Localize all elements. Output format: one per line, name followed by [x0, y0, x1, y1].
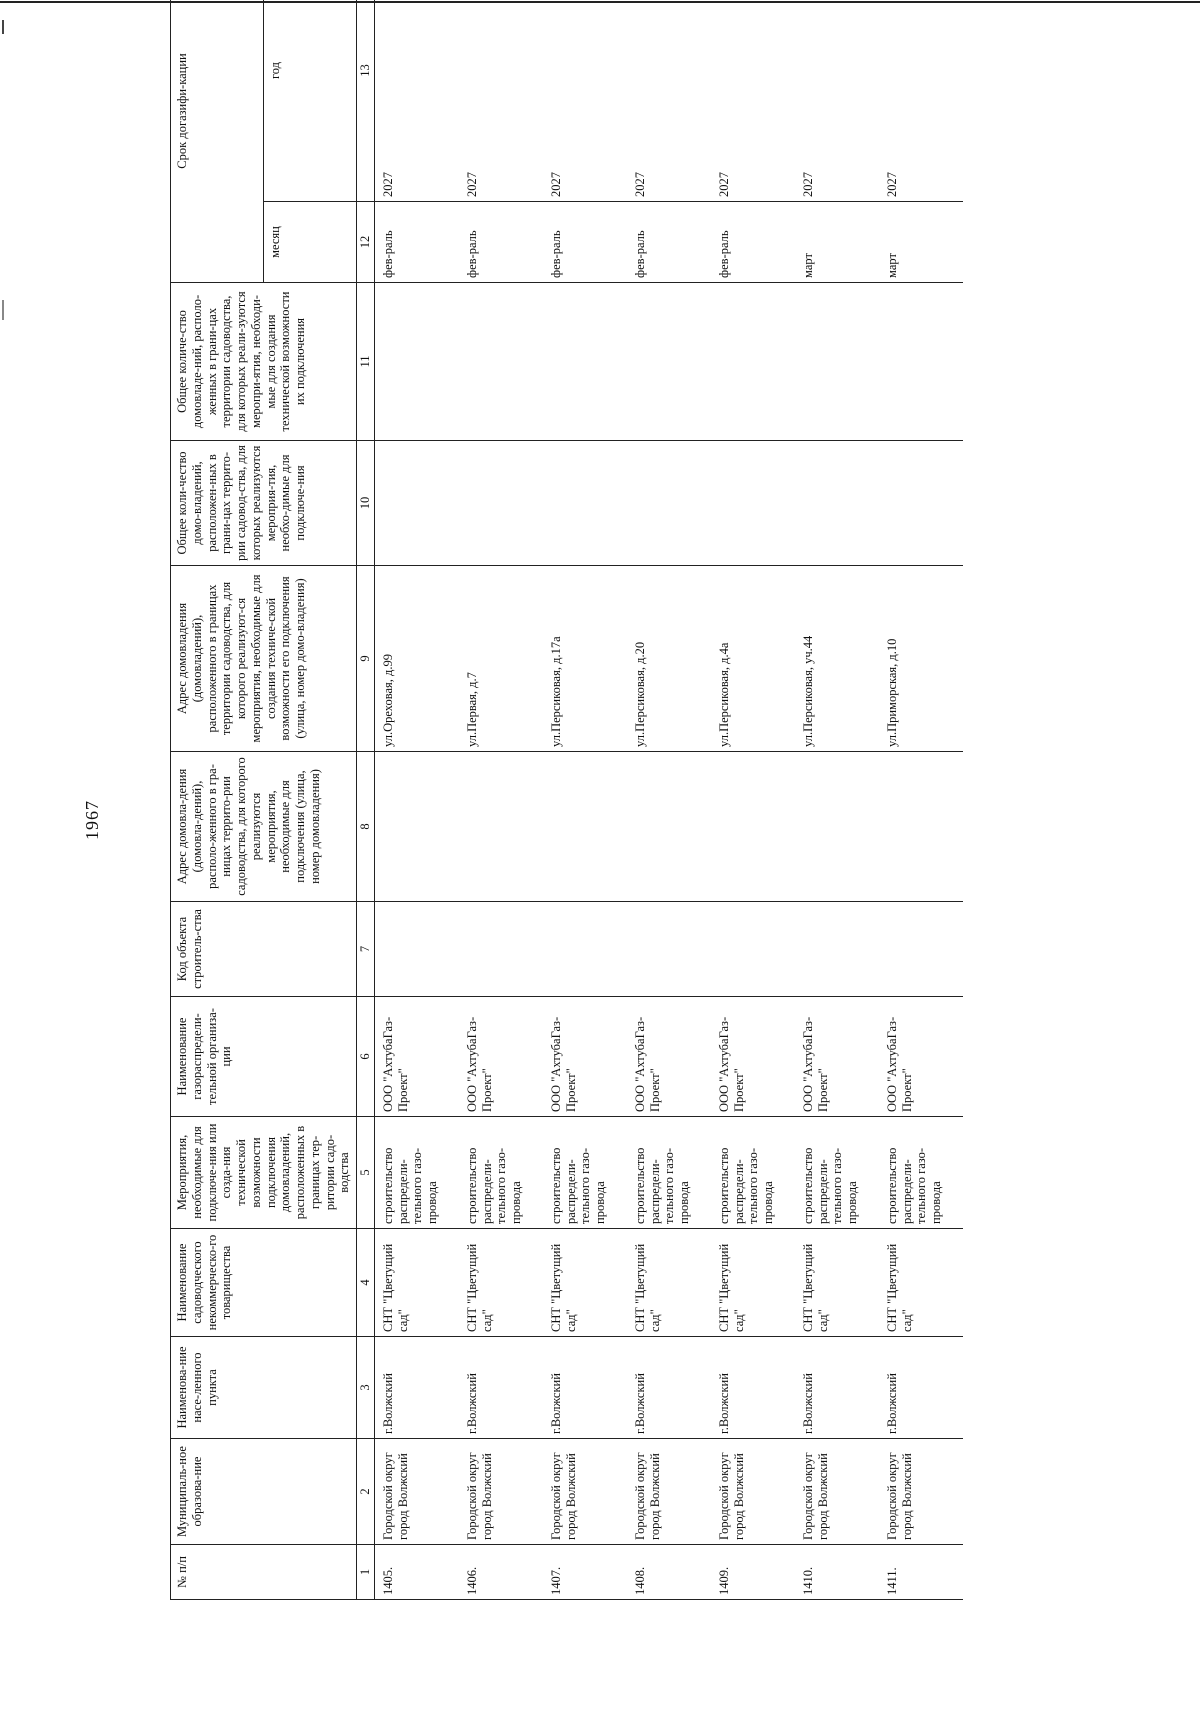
cell-object-code: [543, 902, 627, 997]
cell-settlement: г.Волжский: [795, 1337, 879, 1439]
column-number: 1: [357, 1545, 375, 1600]
cell-settlement: г.Волжский: [459, 1337, 543, 1439]
column-number-row: [357, 0, 375, 1600]
header-cell-number: № п/п: [171, 1545, 357, 1600]
cell-gas-organization: ООО "АхтубаГаз-Проект": [543, 997, 627, 1117]
table-row: [543, 0, 627, 1600]
cell-year: 2027: [711, 0, 795, 202]
cell-partnership: СНТ "Цветущий сад": [711, 1229, 795, 1337]
table-header: [171, 0, 375, 1600]
cell-month: март: [795, 202, 879, 283]
table-row: [374, 0, 459, 1600]
cell-count-connection: [711, 441, 795, 566]
column-number: 11: [357, 283, 375, 441]
cell-measures: строительство распредели-тельного газо-провода: [711, 1117, 795, 1229]
header-cell-deadline-group: Срок догазифи-кации: [171, 0, 264, 283]
column-number: 13: [357, 0, 375, 202]
cell-month: март: [879, 202, 963, 283]
cell-address-capability: ул.Приморская, д.10: [879, 566, 963, 752]
table-row: [711, 0, 795, 1600]
cell-month: фев-раль: [374, 202, 459, 283]
cell-settlement: г.Волжский: [374, 1337, 459, 1439]
table-row: [459, 0, 543, 1600]
cell-number: 1405.: [374, 1545, 459, 1600]
column-number: 9: [357, 566, 375, 752]
header-cell-object-code: Код объекта строитель-ства: [171, 902, 357, 997]
cell-address-capability: ул.Ореховая, д.99: [374, 566, 459, 752]
cell-object-code: [795, 902, 879, 997]
cell-partnership: СНТ "Цветущий сад": [374, 1229, 459, 1337]
rotated-table-frame: [82, 40, 1030, 1600]
cell-gas-organization: ООО "АхтубаГаз-Проект": [459, 997, 543, 1117]
cell-number: 1409.: [711, 1545, 795, 1600]
column-number: 7: [357, 902, 375, 997]
header-cell-partnership: Наименование садоводческого некоммерческо-го товарищества: [171, 1229, 357, 1337]
cell-settlement: г.Волжский: [543, 1337, 627, 1439]
header-cell-municipality: Муниципаль-ное образова-ние: [171, 1439, 357, 1545]
column-number: 4: [357, 1229, 375, 1337]
cell-partnership: СНТ "Цветущий сад": [543, 1229, 627, 1337]
cell-count-capability: [627, 283, 711, 441]
cell-partnership: СНТ "Цветущий сад": [459, 1229, 543, 1337]
cell-municipality: Городской округ город Волжский: [459, 1439, 543, 1545]
cell-object-code: [374, 902, 459, 997]
cell-municipality: Городской округ город Волжский: [374, 1439, 459, 1545]
cell-year: 2027: [543, 0, 627, 202]
cell-count-capability: [879, 283, 963, 441]
cell-object-code: [711, 902, 795, 997]
cell-measures: строительство распредели-тельного газо-провода: [879, 1117, 963, 1229]
cell-measures: строительство распредели-тельного газо-провода: [459, 1117, 543, 1229]
column-number: 8: [357, 752, 375, 902]
cell-count-connection: [879, 441, 963, 566]
cell-count-connection: [459, 441, 543, 566]
cell-measures: строительство распредели-тельного газо-провода: [627, 1117, 711, 1229]
cell-object-code: [459, 902, 543, 997]
cell-month: фев-раль: [711, 202, 795, 283]
table-row: [879, 0, 963, 1600]
column-number: 5: [357, 1117, 375, 1229]
cell-measures: строительство распредели-тельного газо-провода: [374, 1117, 459, 1229]
cell-year: 2027: [627, 0, 711, 202]
cell-settlement: г.Волжский: [627, 1337, 711, 1439]
cell-count-connection: [374, 441, 459, 566]
column-number: 3: [357, 1337, 375, 1439]
cell-count-connection: [543, 441, 627, 566]
cell-count-connection: [795, 441, 879, 566]
cell-object-code: [879, 902, 963, 997]
column-number: 10: [357, 441, 375, 566]
cell-address-connection: [374, 752, 459, 902]
cell-settlement: г.Волжский: [711, 1337, 795, 1439]
cell-address-capability: ул.Персиковая, уч.44: [795, 566, 879, 752]
cell-partnership: СНТ "Цветущий сад": [627, 1229, 711, 1337]
cell-count-capability: [543, 283, 627, 441]
cell-gas-organization: ООО "АхтубаГаз-Проект": [879, 997, 963, 1117]
cell-number: 1411.: [879, 1545, 963, 1600]
header-cell-count-connection: Общее коли-чество домо-владений, расположен-ных в грани-цах террито-рии садовод-ства, для которых реализуются мероприя-тия, необхо-димые для подключе-ния: [171, 441, 357, 566]
cell-month: фев-раль: [543, 202, 627, 283]
cell-municipality: Городской округ город Волжский: [627, 1439, 711, 1545]
cell-municipality: Городской округ город Волжский: [795, 1439, 879, 1545]
cell-address-capability: ул.Персиковая, д.17а: [543, 566, 627, 752]
header-cell-settlement: Наименова-ние насе-ленного пункта: [171, 1337, 357, 1439]
cell-month: фев-раль: [627, 202, 711, 283]
cell-number: 1407.: [543, 1545, 627, 1600]
cell-count-capability: [795, 283, 879, 441]
cell-year: 2027: [374, 0, 459, 202]
cell-gas-organization: ООО "АхтубаГаз-Проект": [711, 997, 795, 1117]
cell-gas-organization: ООО "АхтубаГаз-Проект": [374, 997, 459, 1117]
cell-address-connection: [459, 752, 543, 902]
cell-number: 1406.: [459, 1545, 543, 1600]
cell-count-capability: [374, 283, 459, 441]
column-number: 6: [357, 997, 375, 1117]
cell-count-capability: [459, 283, 543, 441]
cell-address-connection: [543, 752, 627, 902]
column-number: 2: [357, 1439, 375, 1545]
cell-partnership: СНТ "Цветущий сад": [795, 1229, 879, 1337]
header-cell-address-connection: Адрес домовла-дения (домовла-дений), располо-женного в гра-ницах террито-рии садоводства, для которого реализуются мероприятия, необходимые для подключения (улица, номер домовладения): [171, 752, 357, 902]
header-cell-month: месяц: [264, 202, 357, 283]
cell-number: 1408.: [627, 1545, 711, 1600]
table-body: [374, 0, 963, 1600]
cell-number: 1410.: [795, 1545, 879, 1600]
cell-gas-organization: ООО "АхтубаГаз-Проект": [627, 997, 711, 1117]
cell-address-capability: ул.Персиковая, д.20: [627, 566, 711, 752]
cell-month: фев-раль: [459, 202, 543, 283]
cell-municipality: Городской округ город Волжский: [711, 1439, 795, 1545]
cell-measures: строительство распредели-тельного газо-провода: [795, 1117, 879, 1229]
table-row: [795, 0, 879, 1600]
cell-address-capability: ул.Первая, д.7: [459, 566, 543, 752]
column-number: 12: [357, 202, 375, 283]
cell-municipality: Городской округ город Волжский: [543, 1439, 627, 1545]
header-cell-gas-organization: Наименование газораспредели-тельной организа-ции: [171, 997, 357, 1117]
cell-count-connection: [627, 441, 711, 566]
cell-address-connection: [795, 752, 879, 902]
table-row: [627, 0, 711, 1600]
cell-object-code: [627, 902, 711, 997]
header-cell-year: год: [264, 0, 357, 202]
header-cell-measures: Мероприятия, необходимые для подключе-ния или созда-ния технической возможности подключения домовладений, расположенных в границах тер-ритории садо-водства: [171, 1117, 357, 1229]
cell-settlement: г.Волжский: [879, 1337, 963, 1439]
cell-measures: строительство распредели-тельного газо-провода: [543, 1117, 627, 1229]
header-cell-count-capability: Общее количе-ство домовладе-ний, располо-женных в грани-цах территории садоводства, для которых реали-зуются меропри-ятия, необходи-мые для создания технической возможности их подключения: [171, 283, 357, 441]
cell-count-capability: [711, 283, 795, 441]
cell-gas-organization: ООО "АхтубаГаз-Проект": [795, 997, 879, 1117]
cell-municipality: Городской округ город Волжский: [879, 1439, 963, 1545]
gasification-table: [170, 0, 963, 1600]
page-number: 1967: [82, 800, 102, 840]
cell-address-connection: [627, 752, 711, 902]
cell-address-capability: ул.Персиковая, д.4а: [711, 566, 795, 752]
cell-year: 2027: [459, 0, 543, 202]
scan-edge-mark: [2, 20, 4, 34]
cell-address-connection: [879, 752, 963, 902]
cell-partnership: СНТ "Цветущий сад": [879, 1229, 963, 1337]
cell-year: 2027: [879, 0, 963, 202]
cell-address-connection: [711, 752, 795, 902]
scan-edge-mark: [2, 300, 4, 320]
header-cell-address-capability: Адрес домовладения (домовладений), расположенного в границах территории садоводства, для которого реализуют-ся мероприятия, необходимые для создания техниче-ской возможности его подключения (улица, номер домо-владения): [171, 566, 357, 752]
cell-year: 2027: [795, 0, 879, 202]
